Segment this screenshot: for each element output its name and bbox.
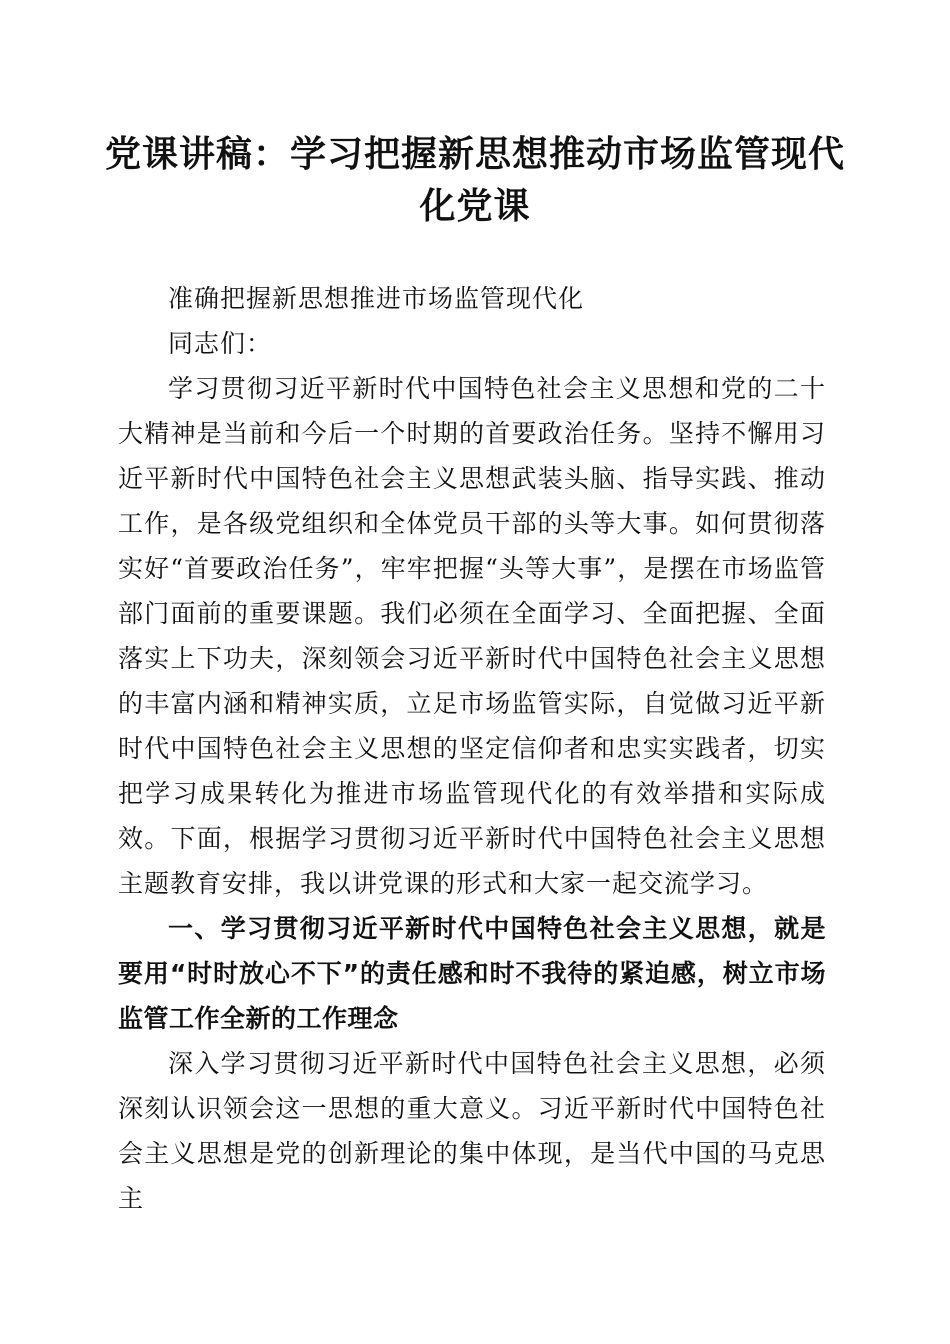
document-subtitle: 准确把握新思想推进市场监管现代化 <box>168 284 585 313</box>
document-body <box>118 276 826 1221</box>
salutation: 同志们： <box>168 329 273 358</box>
paragraph: 学习贯彻习近平新时代中国特色社会主义思想和党的二十大精神是当前和今后一个时期的首要政治任务。坚持不懈用习近平新时代中国特色社会主义思想武装头脑、指导实践、推动工作，是各级党组织和全体党员干部的头等大事。如何贯彻落实好“首要政治任务”，牢牢把握“头等大事”，是摆在市场监管部门面前的重要课题。我们必须在全面学习、全面把握、全面落实上下功夫，深刻领会习近平新时代中国特色社会主义思想的丰富内涵和精神实质，立足市场监管实际，自觉做习近平新时代中国特色社会主义思想的坚定信仰者和忠实实践者，切实把学习成果转化为推进市场监管现代化的有效举措和实际成效。下面，根据学习贯彻习近平新时代中国特色社会主义思想主题教育安排，我以讲党课的形式和大家一起交流学习。 <box>118 374 826 898</box>
document-title: 党课讲稿：学习把握新思想推动市场监管现代化党课 <box>104 133 845 227</box>
section-heading: 一、学习贯彻习近平新时代中国特色社会主义思想，就是要用“时时放心不下”的责任感和时不我待的紧迫感，树立市场监管工作全新的工作理念 <box>118 914 826 1033</box>
paragraph: 深入学习贯彻习近平新时代中国特色社会主义思想，必须深刻认识领会这一思想的重大意义。习近平新时代中国特色社会主义思想是党的创新理论的集中体现，是当代中国的马克思主 <box>118 1049 826 1213</box>
